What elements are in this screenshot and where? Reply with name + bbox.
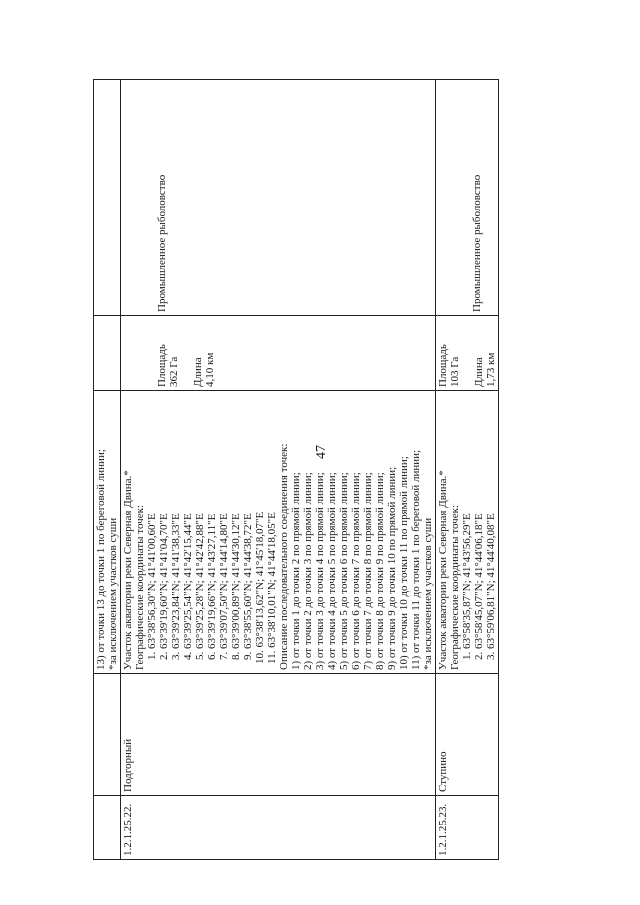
coordinate-point: 8. 63°39'00,89"N; 41°44'30,12"E xyxy=(230,513,242,660)
coord-header: Географические координаты точек: xyxy=(449,505,461,670)
area-size xyxy=(436,316,499,391)
connection-line: 8) от точки 8 до точки 9 по прямой линии; xyxy=(374,472,386,670)
connection-line: 9) от точки 9 до точки 10 по прямой линии; xyxy=(386,466,398,670)
connection-line: 1) от точки 1 до точки 2 по прямой линии; xyxy=(290,472,302,670)
continuation-cell xyxy=(94,391,121,674)
area-name: Подгорный xyxy=(121,674,436,796)
area-description xyxy=(436,391,499,674)
area-value: 362 Га xyxy=(168,356,180,387)
coordinate-point: 2. 63°39'19,60"N; 41°41'04,70"E xyxy=(158,513,170,660)
length-value: 1,73 км xyxy=(485,352,497,387)
connection-line: 6) от точки 6 до точки 7 по прямой линии; xyxy=(350,472,362,670)
connection-header: Описание последовательного соединения точек: xyxy=(278,443,290,670)
cell-empty xyxy=(94,316,121,391)
length-label: Длина xyxy=(192,357,204,387)
connection-line: 4) от точки 4 до точки 5 по прямой линии; xyxy=(326,472,338,670)
coordinate-point: 10. 63°38'13,62"N; 41°45'18,07"E xyxy=(254,511,266,664)
cell-empty xyxy=(94,796,121,860)
usage-text: Промышленное рыболовство xyxy=(156,174,168,312)
usage-text: Промышленное рыболовство xyxy=(471,174,483,312)
rotated-table-container xyxy=(93,80,613,860)
footnote-text: *за исключением участков суши xyxy=(422,517,434,670)
row-number: 1.2.1.25.22. xyxy=(121,796,436,860)
connection-line: 11) от точки 11 до точки 1 по береговой линии; xyxy=(410,449,422,670)
coordinate-point: 9. 63°38'55,60"N; 41°44'38,72"E xyxy=(242,513,254,660)
connection-line: 5) от точки 5 до точки 6 по прямой линии; xyxy=(338,472,350,670)
page-number: 47 xyxy=(314,445,329,459)
area-value: 103 Га xyxy=(449,356,461,387)
coordinate-point: 1. 63°58'35,87"N; 41°43'56,29"E xyxy=(461,513,473,660)
area-title: Участок акватории реки Северная Двина.* xyxy=(122,470,134,670)
area-name: Ступино xyxy=(436,674,499,796)
coordinate-point: 3. 63°39'23,84"N; 41°41'38,33"E xyxy=(170,513,182,660)
area-label: Площадь xyxy=(437,344,449,387)
area-label: Площадь xyxy=(156,344,168,387)
usage-type xyxy=(121,80,436,316)
length-label: Длина xyxy=(473,357,485,387)
table-row-continuation xyxy=(94,80,121,860)
coord-header: Географические координаты точек: xyxy=(134,505,146,670)
area-description xyxy=(121,391,436,674)
coordinate-point: 2. 63°58'45,07"N; 41°44'06,18"E xyxy=(473,513,485,660)
connection-line: 7) от точки 7 до точки 8 по прямой линии; xyxy=(362,472,374,670)
coordinate-point: 7. 63°39'07,50"N; 41°44'14,80"E xyxy=(218,513,230,660)
area-size xyxy=(121,316,436,391)
length-value: 4,10 км xyxy=(204,352,216,387)
fishing-areas-table xyxy=(93,79,499,860)
connection-line: 10) от точки 10 до точки 11 по прямой линии; xyxy=(398,456,410,670)
coordinate-point: 6. 63°39'19,66"N; 41°43'27,11"E xyxy=(206,513,218,660)
coordinate-point: 1. 63°38'56,30"N; 41°41'00,60"E xyxy=(146,513,158,660)
table-row xyxy=(121,80,436,860)
coordinate-point: 5. 63°39'25,28"N; 41°42'42,88"E xyxy=(194,513,206,660)
coordinate-point: 4. 63°39'25,54"N; 41°42'15,44"E xyxy=(182,513,194,660)
cell-empty xyxy=(94,674,121,796)
coordinate-point: 3. 63°59'06,81"N; 41°44'40,08"E xyxy=(485,513,497,660)
coordinate-point: 11. 63°38'10,01"N; 41°44'18,05"E xyxy=(266,512,278,664)
footnote-text: *за исключением участков суши xyxy=(107,517,119,670)
continuation-line: 13) от точки 13 до точки 1 по береговой линии; xyxy=(95,449,107,670)
usage-type xyxy=(436,80,499,316)
connection-line: 2) от точки 2 до точки 3 по прямой линии; xyxy=(302,472,314,670)
connection-line: 3) от точки 3 до точки 4 по прямой линии; xyxy=(314,472,326,670)
row-number: 1.2.1.25.23. xyxy=(436,796,499,860)
cell-empty xyxy=(94,80,121,316)
table-row xyxy=(436,80,499,860)
area-title: Участок акватории реки Северная Двина.* xyxy=(437,470,449,670)
